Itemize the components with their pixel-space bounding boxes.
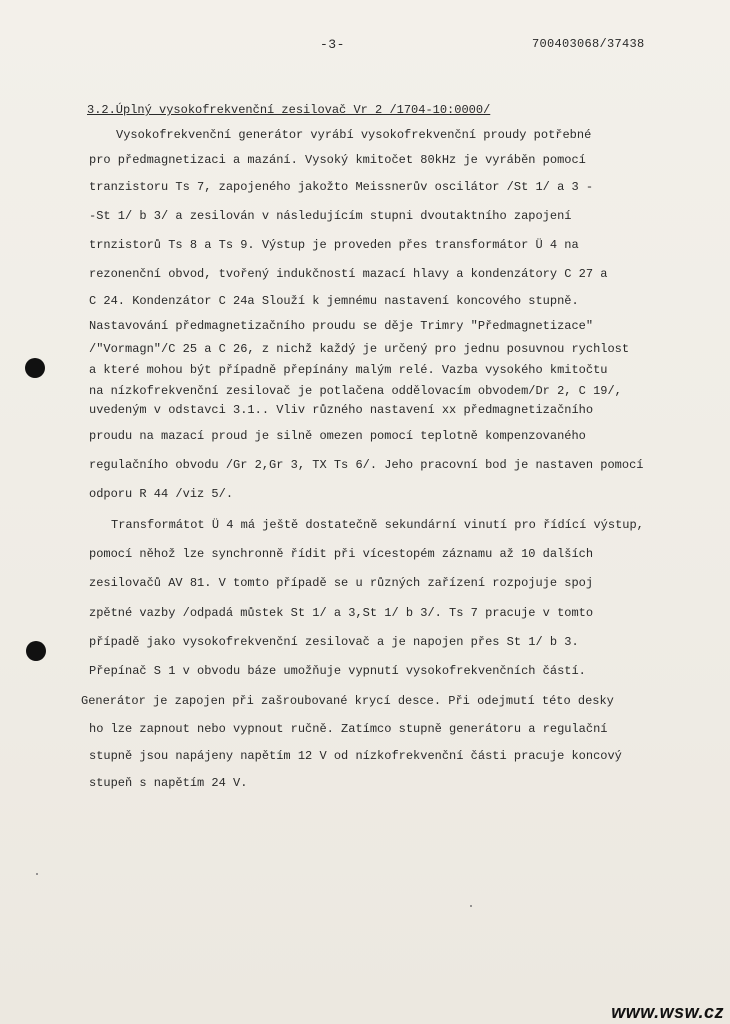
paper-speck (36, 873, 38, 875)
text-line: rezonenční obvod, tvořený indukčností mazací hlavy a kondenzátory C 27 a (89, 267, 608, 281)
text-line: Generátor je zapojen při zašroubované krycí desce. Při odejmutí této desky (81, 694, 614, 708)
text-line: C 24. Kondenzátor C 24a Slouží k jemnému nastavení koncového stupně. (89, 294, 579, 308)
text-line: a které mohou být případně přepínány malým relé. Vazba vysokého kmitočtu (89, 363, 608, 377)
text-line: Vysokofrekvenční generátor vyrábí vysokofrekvenční proudy potřebné (116, 128, 592, 142)
text-line: stupeň s napětím 24 V. (89, 776, 248, 790)
punch-hole (26, 641, 46, 661)
text-line: Transformátot Ü 4 má ještě dostatečně sekundární vinutí pro řídící výstup, (111, 518, 644, 532)
text-line: zpětné vazby /odpadá můstek St 1/ a 3,St 1/ b 3/. Ts 7 pracuje v tomto (89, 606, 594, 620)
text-line: pomocí něhož lze synchronně řídit při vícestopém záznamu až 10 dalších (89, 547, 594, 561)
text-line: případě jako vysokofrekvenční zesilovač a je napojen přes St 1/ b 3. (89, 635, 579, 649)
text-line: uvedeným v odstavci 3.1.. Vliv různého nastavení xx předmagnetizačního (89, 403, 594, 417)
punch-hole (25, 358, 45, 378)
text-line: trnzistorů Ts 8 a Ts 9. Výstup je proveden přes transformátor Ü 4 na (89, 238, 579, 252)
text-line: proudu na mazací proud je silně omezen pomocí teplotně kompenzovaného (89, 429, 586, 443)
text-line: regulačního obvodu /Gr 2,Gr 3, TX Ts 6/. Jeho pracovní bod je nastaven pomocí (89, 458, 644, 472)
text-line: pro předmagnetizaci a mazání. Vysoký kmitočet 80kHz je vyráběn pomocí (89, 153, 586, 167)
text-line: Nastavování předmagnetizačního proudu se děje Trimry "Předmagnetizace" (89, 319, 594, 333)
watermark: www.wsw.cz (611, 1002, 724, 1022)
text-line: tranzistoru Ts 7, zapojeného jakožto Meissnerův oscilátor /St 1/ a 3 - (89, 180, 594, 194)
document-id: 700403068/37438 (532, 37, 645, 51)
text-line: stupně jsou napájeny napětím 12 V od nízkofrekvenční části pracuje koncový (89, 749, 622, 763)
section-heading: 3.2.Úplný vysokofrekvenční zesilovač Vr 2 /1704-10:0000/ (87, 103, 491, 117)
text-line: odporu R 44 /viz 5/. (89, 487, 234, 501)
text-line: na nízkofrekvenční zesilovač je potlačena oddělovacím obvodem/Dr 2, C 19/, (89, 384, 622, 398)
text-line: /"Vormagn"/C 25 a C 26, z nichž každý je určený pro jednu posuvnou rychlost (89, 342, 630, 356)
text-line: zesilovačů AV 81. V tomto případě se u různých zařízení rozpojuje spoj (89, 576, 594, 590)
page-number: -3- (320, 37, 345, 52)
text-line: -St 1/ b 3/ a zesilován v následujícím stupni dvoutaktního zapojení (89, 209, 572, 223)
text-line: ho lze zapnout nebo vypnout ručně. Zatímco stupně generátoru a regulační (89, 722, 608, 736)
text-line: Přepínač S 1 v obvodu báze umožňuje vypnutí vysokofrekvenčních částí. (89, 664, 586, 678)
paper-speck (470, 905, 472, 907)
